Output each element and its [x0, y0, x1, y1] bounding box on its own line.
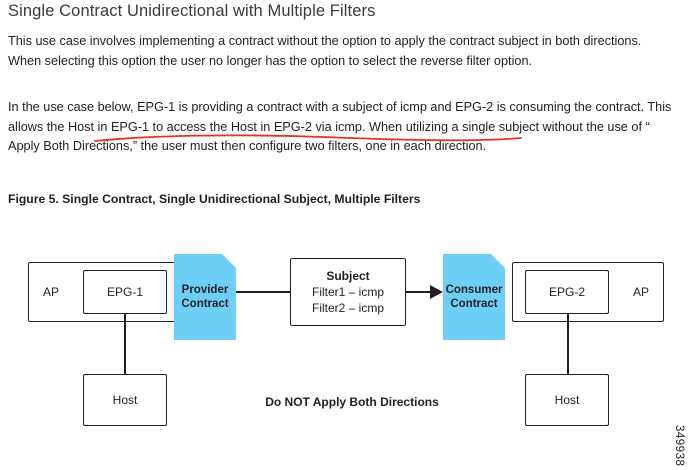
provider-contract-label-2: Contract [181, 298, 229, 310]
figure-diagram [0, 232, 690, 462]
connector-epg1-to-host [124, 314, 126, 374]
connector-epg2-to-host [567, 314, 569, 374]
subject-filter-1: Filter1 – icmp [311, 285, 385, 299]
host-box-right [525, 374, 609, 426]
epg-1-box [83, 270, 167, 314]
page-fold-icon [222, 254, 236, 268]
ap-label-right: AP [632, 285, 649, 299]
host-label-right: Host [554, 393, 580, 407]
host-box-left [83, 374, 167, 426]
subject-filter-2: Filter2 – icmp [311, 301, 385, 315]
provider-contract-shape [174, 254, 236, 340]
figure-note: Do NOT Apply Both Directions [265, 395, 439, 409]
consumer-contract-label-1: Consumer [445, 284, 503, 296]
host-label-left: Host [112, 393, 138, 407]
consumer-contract-label-2: Contract [450, 298, 498, 310]
subject-title: Subject [326, 269, 370, 283]
figure-caption: Figure 5. Single Contract, Single Unidirectional Subject, Multiple Filters [8, 192, 421, 206]
ap-label-left: AP [43, 285, 60, 299]
provider-contract-label-1: Provider [181, 284, 229, 296]
document-id: 349938 [673, 424, 685, 466]
epg-2-box [525, 270, 609, 314]
arrow-head-icon [430, 285, 443, 299]
body-paragraph-1: This use case involves implementing a contract without the option to apply the contract subject in both directions. When selecting this option the user no longer has the option to select the reverse filter option. [8, 34, 642, 68]
consumer-contract-shape [443, 254, 505, 340]
page-fold-icon [491, 254, 505, 268]
page-title: Single Contract Unidirectional with Multiple Filters [8, 2, 376, 20]
connector-provider-to-subject [236, 291, 290, 293]
subject-box [290, 258, 406, 326]
epg-2-label: EPG-2 [548, 285, 585, 299]
epg-1-label: EPG-1 [106, 285, 143, 299]
body-paragraph-2: In the use case below, EPG-1 is providing a contract with a subject of icmp and EPG-2 is consuming the contract. This allows the Host in EPG-1 to access the Host in EPG-2 via icmp. When utilizing a single subject without the use of “ Apply Both Directions,” the user must then configure two filters, one in each direction. [8, 100, 672, 153]
